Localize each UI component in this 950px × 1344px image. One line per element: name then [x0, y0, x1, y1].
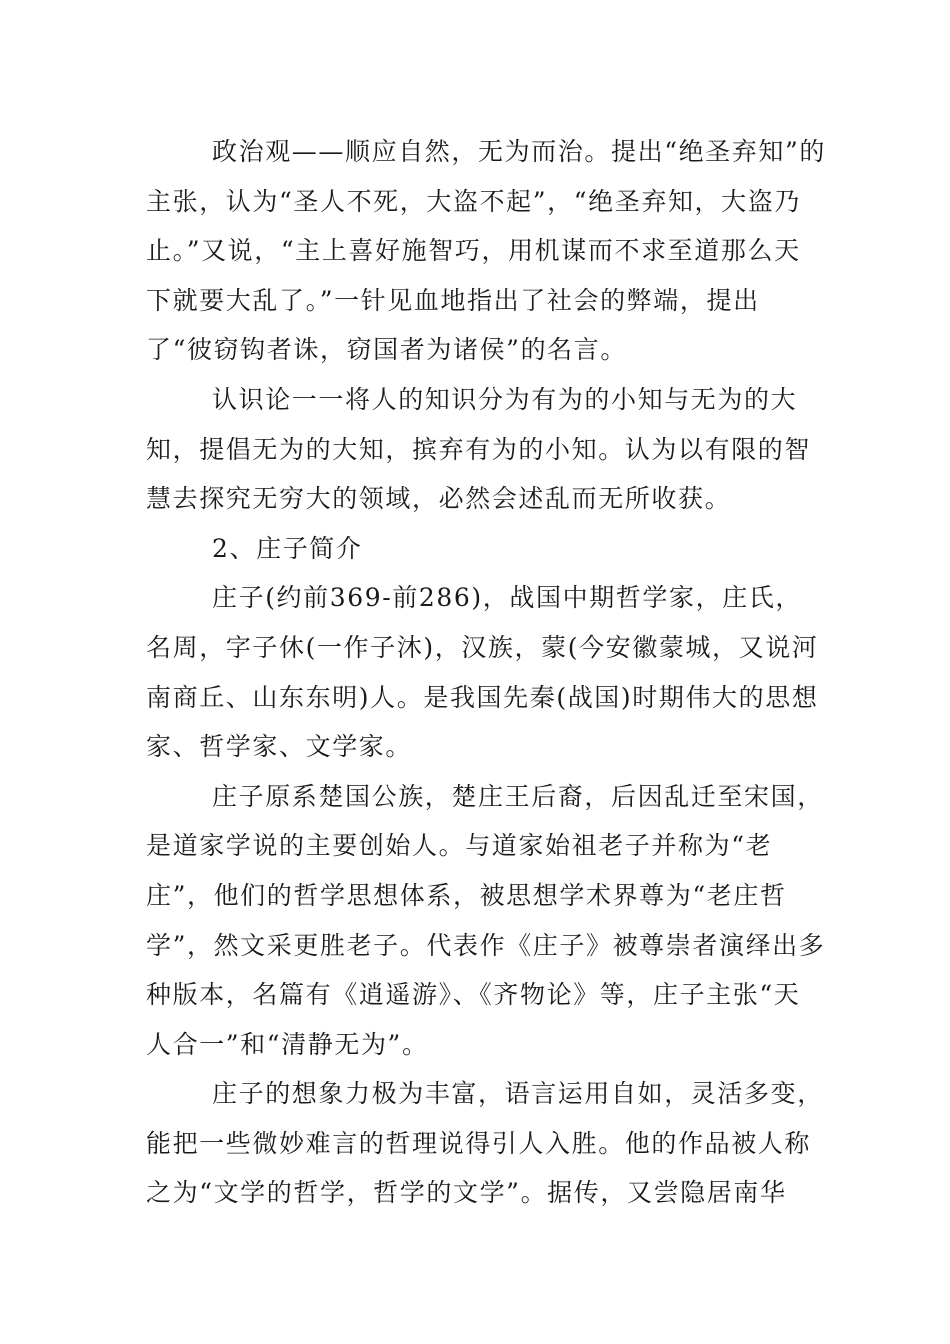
- section-heading-zhuangzi-intro: 2、庄子简介: [212, 533, 363, 563]
- paragraph-zhuangzi-origin: 庄子原系楚国公族，楚庄王后裔，后因乱迁至宋国，是道家学说的主要创始人。与道家始祖老子并称为“老庄”，他们的哲学思想体系，被思想学术界尊为“老庄哲学”，然文采更胜老子。代表作《庄子》被尊崇者演绎出多种版本，名篇有《逍遥游》、《齐物论》等，庄子主张“天人合一”和“清静无为”。: [146, 781, 826, 1059]
- document-body: [146, 127, 826, 1218]
- paragraph-zhuangzi-style: 庄子的想象力极为丰富，语言运用自如，灵活多变，能把一些微妙难言的哲理说得引人入胜。他的作品被人称之为“文学的哲学，哲学的文学”。据传，又尝隐居南华: [146, 1079, 824, 1208]
- paragraph-epistemology: 认识论一一将人的知识分为有为的小知与无为的大知，提倡无为的大知，摈弃有为的小知。认为以有限的智慧去探究无穷大的领域，必然会述乱而无所收获。: [146, 384, 812, 514]
- paragraph-politics: 政治观——顺应自然，无为而治。提出“绝圣弃知”的主张，认为“圣人不死，大盗不起”，“绝圣弃知，大盗乃止。”又说，“主上喜好施智巧，用机谋而不求至道那么天下就要大乱了。”一针见血地指出了社会的弊端，提出了“彼窃钩者诛，窃国者为诸侯”的名言。: [146, 137, 826, 365]
- paragraph-zhuangzi-bio: 庄子(约前369-前286)，战国中期哲学家，庄氏，名周，字子休(一作子沐)，汉族，蒙(今安徽蒙城，又说河南商丘、山东东明)人。是我国先秦(战国)时期伟大的思想家、哲学家、文学家。: [146, 583, 819, 762]
